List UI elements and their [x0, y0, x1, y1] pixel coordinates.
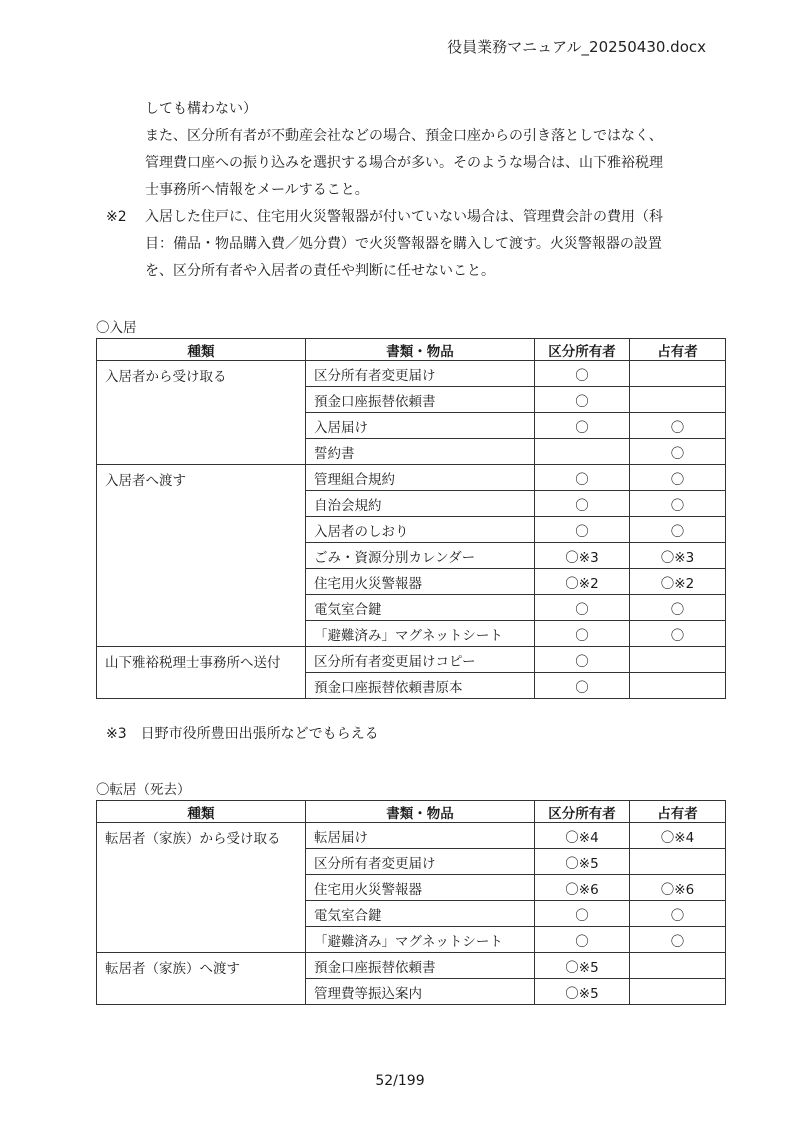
occupant-mark-cell: 〇 — [630, 413, 726, 439]
owner-mark-cell: 〇 — [535, 595, 630, 621]
owner-mark-cell: 〇※5 — [535, 849, 630, 875]
item-cell: 自治会規約 — [306, 491, 535, 517]
column-header: 区分所有者 — [535, 801, 630, 823]
occupant-mark-cell: 〇 — [630, 517, 726, 543]
owner-mark-cell: 〇※6 — [535, 875, 630, 901]
occupant-mark-cell: 〇 — [630, 901, 726, 927]
table1-title: 〇入居 — [96, 320, 137, 336]
occupant-mark-cell: 〇※2 — [630, 569, 726, 595]
item-cell: 区分所有者変更届け — [306, 361, 535, 387]
move-in-table — [96, 338, 726, 699]
category-cell: 転居者（家族）から受け取る — [97, 823, 306, 953]
owner-mark-cell: 〇※2 — [535, 569, 630, 595]
occupant-mark-cell: 〇 — [630, 621, 726, 647]
item-cell: 電気室合鍵 — [306, 901, 535, 927]
item-cell: 「避難済み」マグネットシート — [306, 621, 535, 647]
column-header: 書類・物品 — [306, 801, 535, 823]
table-row — [97, 465, 726, 491]
table-row — [97, 823, 726, 849]
column-header: 種類 — [97, 801, 306, 823]
owner-mark-cell: 〇 — [535, 673, 630, 699]
owner-mark-cell: 〇 — [535, 465, 630, 491]
column-header: 占有者 — [630, 801, 726, 823]
owner-mark-cell: 〇 — [535, 413, 630, 439]
owner-mark-cell: 〇 — [535, 927, 630, 953]
owner-mark-cell: 〇※3 — [535, 543, 630, 569]
owner-mark-cell: 〇 — [535, 387, 630, 413]
owner-mark-cell: 〇※4 — [535, 823, 630, 849]
owner-mark-cell: 〇※5 — [535, 979, 630, 1005]
category-cell: 山下雅裕税理士事務所へ送付 — [97, 647, 306, 699]
item-cell: 預金口座振替依頼書原本 — [306, 673, 535, 699]
occupant-mark-cell: 〇 — [630, 927, 726, 953]
occupant-mark-cell: 〇※3 — [630, 543, 726, 569]
item-cell: 預金口座振替依頼書 — [306, 387, 535, 413]
occupant-mark-cell: 〇 — [630, 439, 726, 465]
column-header: 占有者 — [630, 339, 726, 361]
item-cell: 入居届け — [306, 413, 535, 439]
occupant-mark-cell — [630, 979, 726, 1005]
item-cell: 電気室合鍵 — [306, 595, 535, 621]
intro-line: 士事務所へ情報をメールすること。 — [145, 182, 369, 198]
table-header-row — [97, 339, 726, 361]
move-out-table — [96, 800, 726, 1005]
occupant-mark-cell — [630, 647, 726, 673]
table-header-row — [97, 801, 726, 823]
column-header: 種類 — [97, 339, 306, 361]
owner-mark-cell: 〇※5 — [535, 953, 630, 979]
occupant-mark-cell: 〇 — [630, 465, 726, 491]
occupant-mark-cell — [630, 953, 726, 979]
item-cell: 誓約書 — [306, 439, 535, 465]
note2-mark: ※2 — [106, 209, 127, 225]
note2-paragraph — [145, 204, 705, 285]
occupant-mark-cell — [630, 361, 726, 387]
intro-line: 管理費口座への振り込みを選択する場合が多い。そのような場合は、山下雅裕税理 — [145, 155, 663, 171]
owner-mark-cell: 〇 — [535, 901, 630, 927]
occupant-mark-cell: 〇※4 — [630, 823, 726, 849]
intro-paragraph — [145, 96, 705, 204]
page-number: 52/199 — [375, 1073, 425, 1089]
category-cell: 入居者から受け取る — [97, 361, 306, 465]
table-row — [97, 953, 726, 979]
item-cell: 区分所有者変更届け — [306, 849, 535, 875]
table2-title: 〇転居（死去） — [96, 782, 191, 798]
item-cell: 管理組合規約 — [306, 465, 535, 491]
occupant-mark-cell — [630, 849, 726, 875]
category-cell: 入居者へ渡す — [97, 465, 306, 647]
category-cell: 転居者（家族）へ渡す — [97, 953, 306, 1005]
table-row — [97, 361, 726, 387]
occupant-mark-cell — [630, 673, 726, 699]
intro-line: また、区分所有者が不動産会社などの場合、預金口座からの引き落としではなく、 — [145, 128, 663, 144]
owner-mark-cell: 〇 — [535, 517, 630, 543]
item-cell: 「避難済み」マグネットシート — [306, 927, 535, 953]
item-cell: 住宅用火災警報器 — [306, 875, 535, 901]
note2-line: 目：備品・物品購入費／処分費）で火災警報器を購入して渡す。火災警報器の設置 — [145, 236, 662, 252]
occupant-mark-cell: 〇 — [630, 491, 726, 517]
occupant-mark-cell — [630, 387, 726, 413]
document-filename: 役員業務マニュアル_20250430.docx — [447, 38, 706, 56]
owner-mark-cell: 〇 — [535, 361, 630, 387]
table-row — [97, 647, 726, 673]
owner-mark-cell — [535, 439, 630, 465]
owner-mark-cell: 〇 — [535, 647, 630, 673]
owner-mark-cell: 〇 — [535, 491, 630, 517]
table1-footnote: ※3 日野市役所豊田出張所などでもらえる — [106, 726, 379, 742]
item-cell: 転居届け — [306, 823, 535, 849]
intro-line: しても構わない） — [145, 101, 257, 117]
item-cell: 入居者のしおり — [306, 517, 535, 543]
occupant-mark-cell: 〇 — [630, 595, 726, 621]
note2-line: を、区分所有者や入居者の責任や判断に任せないこと。 — [145, 263, 495, 279]
column-header: 区分所有者 — [535, 339, 630, 361]
item-cell: 管理費等振込案内 — [306, 979, 535, 1005]
occupant-mark-cell: 〇※6 — [630, 875, 726, 901]
item-cell: 区分所有者変更届けコピー — [306, 647, 535, 673]
item-cell: 預金口座振替依頼書 — [306, 953, 535, 979]
note2-line: 入居した住戸に、住宅用火災警報器が付いていない場合は、管理費会計の費用（科 — [145, 209, 663, 225]
item-cell: ごみ・資源分別カレンダー — [306, 543, 535, 569]
item-cell: 住宅用火災警報器 — [306, 569, 535, 595]
column-header: 書類・物品 — [306, 339, 535, 361]
owner-mark-cell: 〇 — [535, 621, 630, 647]
